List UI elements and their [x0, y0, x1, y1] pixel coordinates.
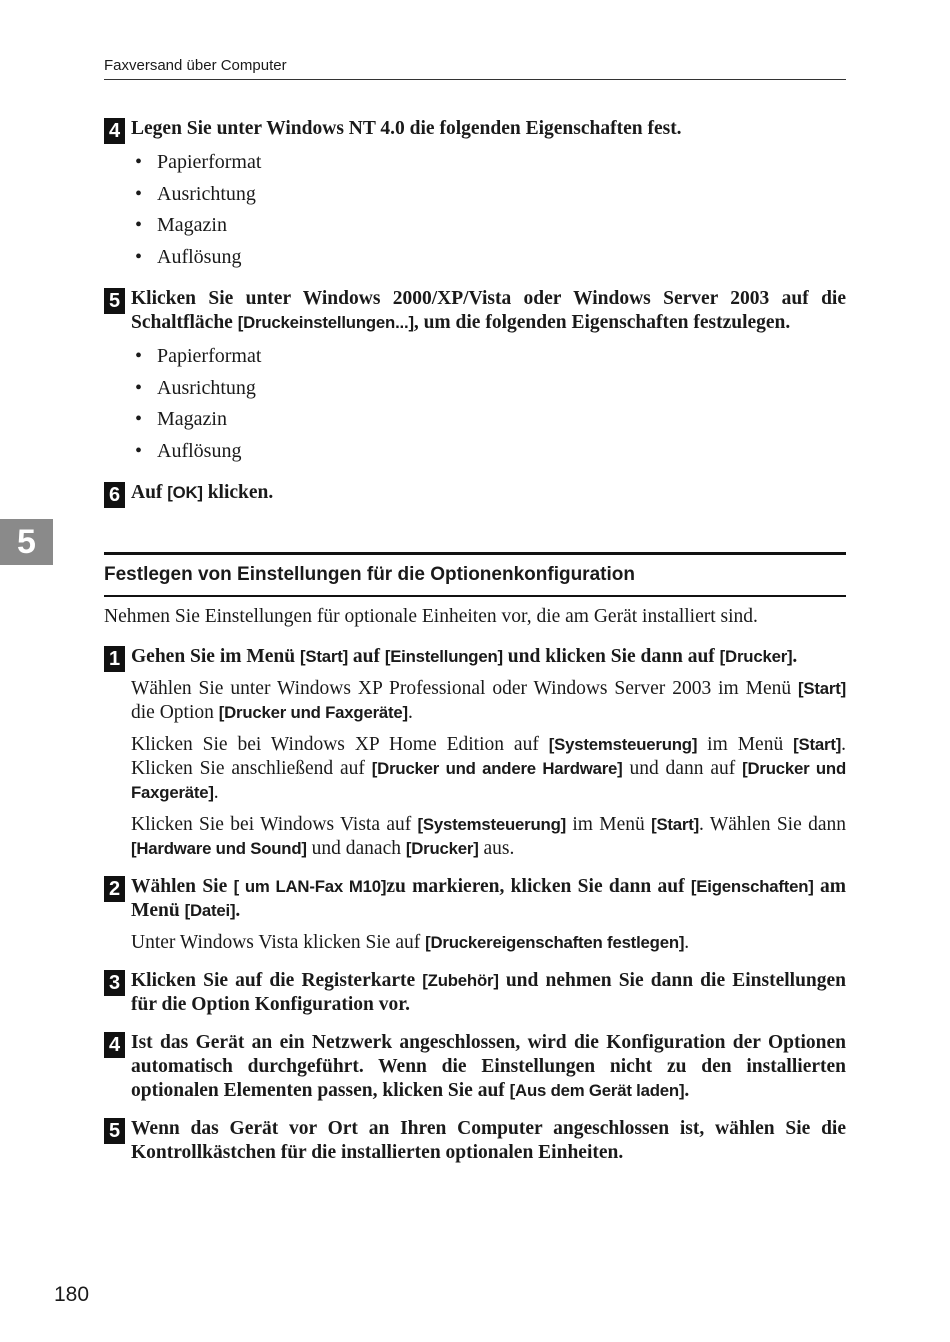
section-intro: Nehmen Sie Einstellungen für optionale Einheiten vor, die am Gerät installiert sind.: [104, 606, 758, 627]
command-label: [Drucker]: [719, 647, 793, 666]
text: klicken.: [202, 482, 274, 503]
text: Wählen Sie: [131, 876, 234, 897]
command-label: [Start]: [300, 647, 348, 666]
command-label: [Einstellungen]: [384, 647, 503, 666]
step-number: 4: [104, 118, 125, 144]
step-number: 2: [104, 876, 125, 902]
lower-steps: [104, 605, 846, 1179]
command-label: [Drucker und Faxgeräte]: [131, 759, 846, 802]
command-label: [Drucker und andere Hardware]: [371, 759, 623, 778]
property-list: [131, 147, 846, 273]
step-number: 6: [104, 482, 125, 508]
note-xp-professional: [131, 677, 846, 725]
step-title: Wenn das Gerät vor Ort an Ihren Computer angeschlossen ist, wählen Sie die Kontrollkästchen für die installierten optionalen Einheiten.: [131, 1118, 846, 1163]
text: .: [235, 900, 241, 921]
text: .: [213, 782, 219, 803]
text: die Option: [131, 702, 219, 723]
text: Gehen Sie im Menü: [131, 646, 300, 667]
text: .: [684, 932, 690, 953]
command-label: [Eigenschaften]: [690, 877, 814, 896]
text: aus.: [478, 838, 515, 859]
running-header: [104, 57, 846, 80]
command-label: [Druckereigenschaften festlegen]: [425, 933, 685, 952]
header-title: Faxversand über Computer: [104, 57, 287, 74]
step-3-accessories-tab: [104, 969, 846, 1017]
text: zu markieren, klicken Sie dann auf: [386, 876, 691, 897]
text: Unter Windows Vista klicken Sie auf: [131, 932, 426, 953]
text: .: [407, 702, 413, 723]
text: Klicken Sie auf die Registerkarte: [131, 970, 423, 991]
text: und dann auf: [622, 758, 743, 779]
text: am Menü: [131, 876, 846, 921]
step-6-ok: [104, 481, 846, 505]
step-number: 5: [104, 288, 125, 314]
step-title: [131, 969, 846, 1017]
step-5-windows-2000: [104, 287, 846, 467]
text: .: [792, 646, 798, 667]
section-heading: [104, 552, 846, 597]
step-4-windows-nt: [104, 117, 846, 273]
step-1-open-printers: [104, 645, 846, 861]
list-item: • Papierformat: [131, 341, 846, 373]
step-title: Legen Sie unter Windows NT 4.0 die folgenden Eigenschaften fest.: [131, 118, 682, 139]
command-label: [Start]: [651, 815, 700, 834]
text: im Menü: [697, 734, 794, 755]
list-item: • Auflösung: [131, 436, 846, 468]
text: Auf: [131, 482, 168, 503]
list-item: • Magazin: [131, 210, 846, 242]
command-label: [Zubehör]: [422, 971, 499, 990]
command-label: [Drucker]: [405, 839, 479, 858]
note-vista: [131, 813, 846, 861]
section-title: Festlegen von Einstellungen für die Optionenkonfiguration: [104, 564, 635, 585]
text: Klicken Sie bei Windows Vista auf: [131, 814, 418, 835]
step-title: [131, 481, 846, 505]
command-label: [Systemsteuerung]: [417, 815, 567, 834]
text: auf: [347, 646, 385, 667]
step-title: [131, 1031, 846, 1103]
chapter-tab: 5: [0, 519, 53, 565]
step-5-local-checkboxes: [104, 1117, 846, 1165]
text: Klicken Sie bei Windows XP Home Edition auf: [131, 734, 549, 755]
command-label: [Systemsteuerung]: [548, 735, 698, 754]
command-label: [Drucker und Faxgeräte]: [218, 703, 408, 722]
text: Ist das Gerät an ein Netzwerk angeschlossen, wird die Konfiguration der Optionen automatisch durchgeführt. Wenn die Einstellungen nicht zu den installierten optionalen Elementen passen, klicken Sie auf: [131, 1032, 846, 1101]
property-list: [131, 341, 846, 467]
step-title: [131, 287, 846, 335]
command-label: [Aus dem Gerät laden]: [509, 1081, 685, 1100]
command-label: [OK]: [167, 483, 203, 502]
text: . Wählen Sie dann: [699, 814, 846, 835]
command-label: [Start]: [793, 735, 842, 754]
command-label: [ um LAN-Fax M10]: [233, 877, 387, 896]
step-title: [131, 645, 846, 669]
command-label: [Druckeinstellungen...]: [237, 313, 414, 332]
note-vista: [131, 931, 846, 955]
command-label: [Datei]: [184, 901, 236, 920]
command-label: [Hardware und Sound]: [131, 839, 307, 858]
note-xp-home: [131, 733, 846, 805]
text: im Menü: [566, 814, 652, 835]
text: Wählen Sie unter Windows XP Professional oder Windows Server 2003 im Menü: [131, 678, 799, 699]
step-number: 1: [104, 646, 125, 672]
step-number: 5: [104, 1118, 125, 1144]
step-title: [131, 875, 846, 923]
step-number: 4: [104, 1032, 125, 1058]
text: .: [684, 1080, 690, 1101]
list-item: • Papierformat: [131, 147, 846, 179]
step-4-network-config: [104, 1031, 846, 1103]
text: und nehmen Sie dann die Einstellungen für die Option Konfiguration vor.: [131, 970, 847, 1015]
step-number: 3: [104, 970, 125, 996]
list-item: • Auflösung: [131, 242, 846, 274]
text: Klicken Sie unter Windows 2000/XP/Vista oder Windows Server 2003 auf die Schaltfläche: [131, 288, 846, 333]
text: und danach: [306, 838, 406, 859]
text: und klicken Sie dann auf: [502, 646, 720, 667]
upper-steps: [104, 117, 846, 519]
command-label: [Start]: [798, 679, 846, 698]
list-item: • Magazin: [131, 404, 846, 436]
text: . Klicken Sie anschließend auf: [131, 734, 846, 779]
list-item: • Ausrichtung: [131, 373, 846, 405]
page-number: 180: [54, 1283, 90, 1306]
step-2-select-printer: [104, 875, 846, 955]
text: , um die folgenden Eigenschaften festzulegen.: [413, 312, 791, 333]
list-item: • Ausrichtung: [131, 179, 846, 211]
